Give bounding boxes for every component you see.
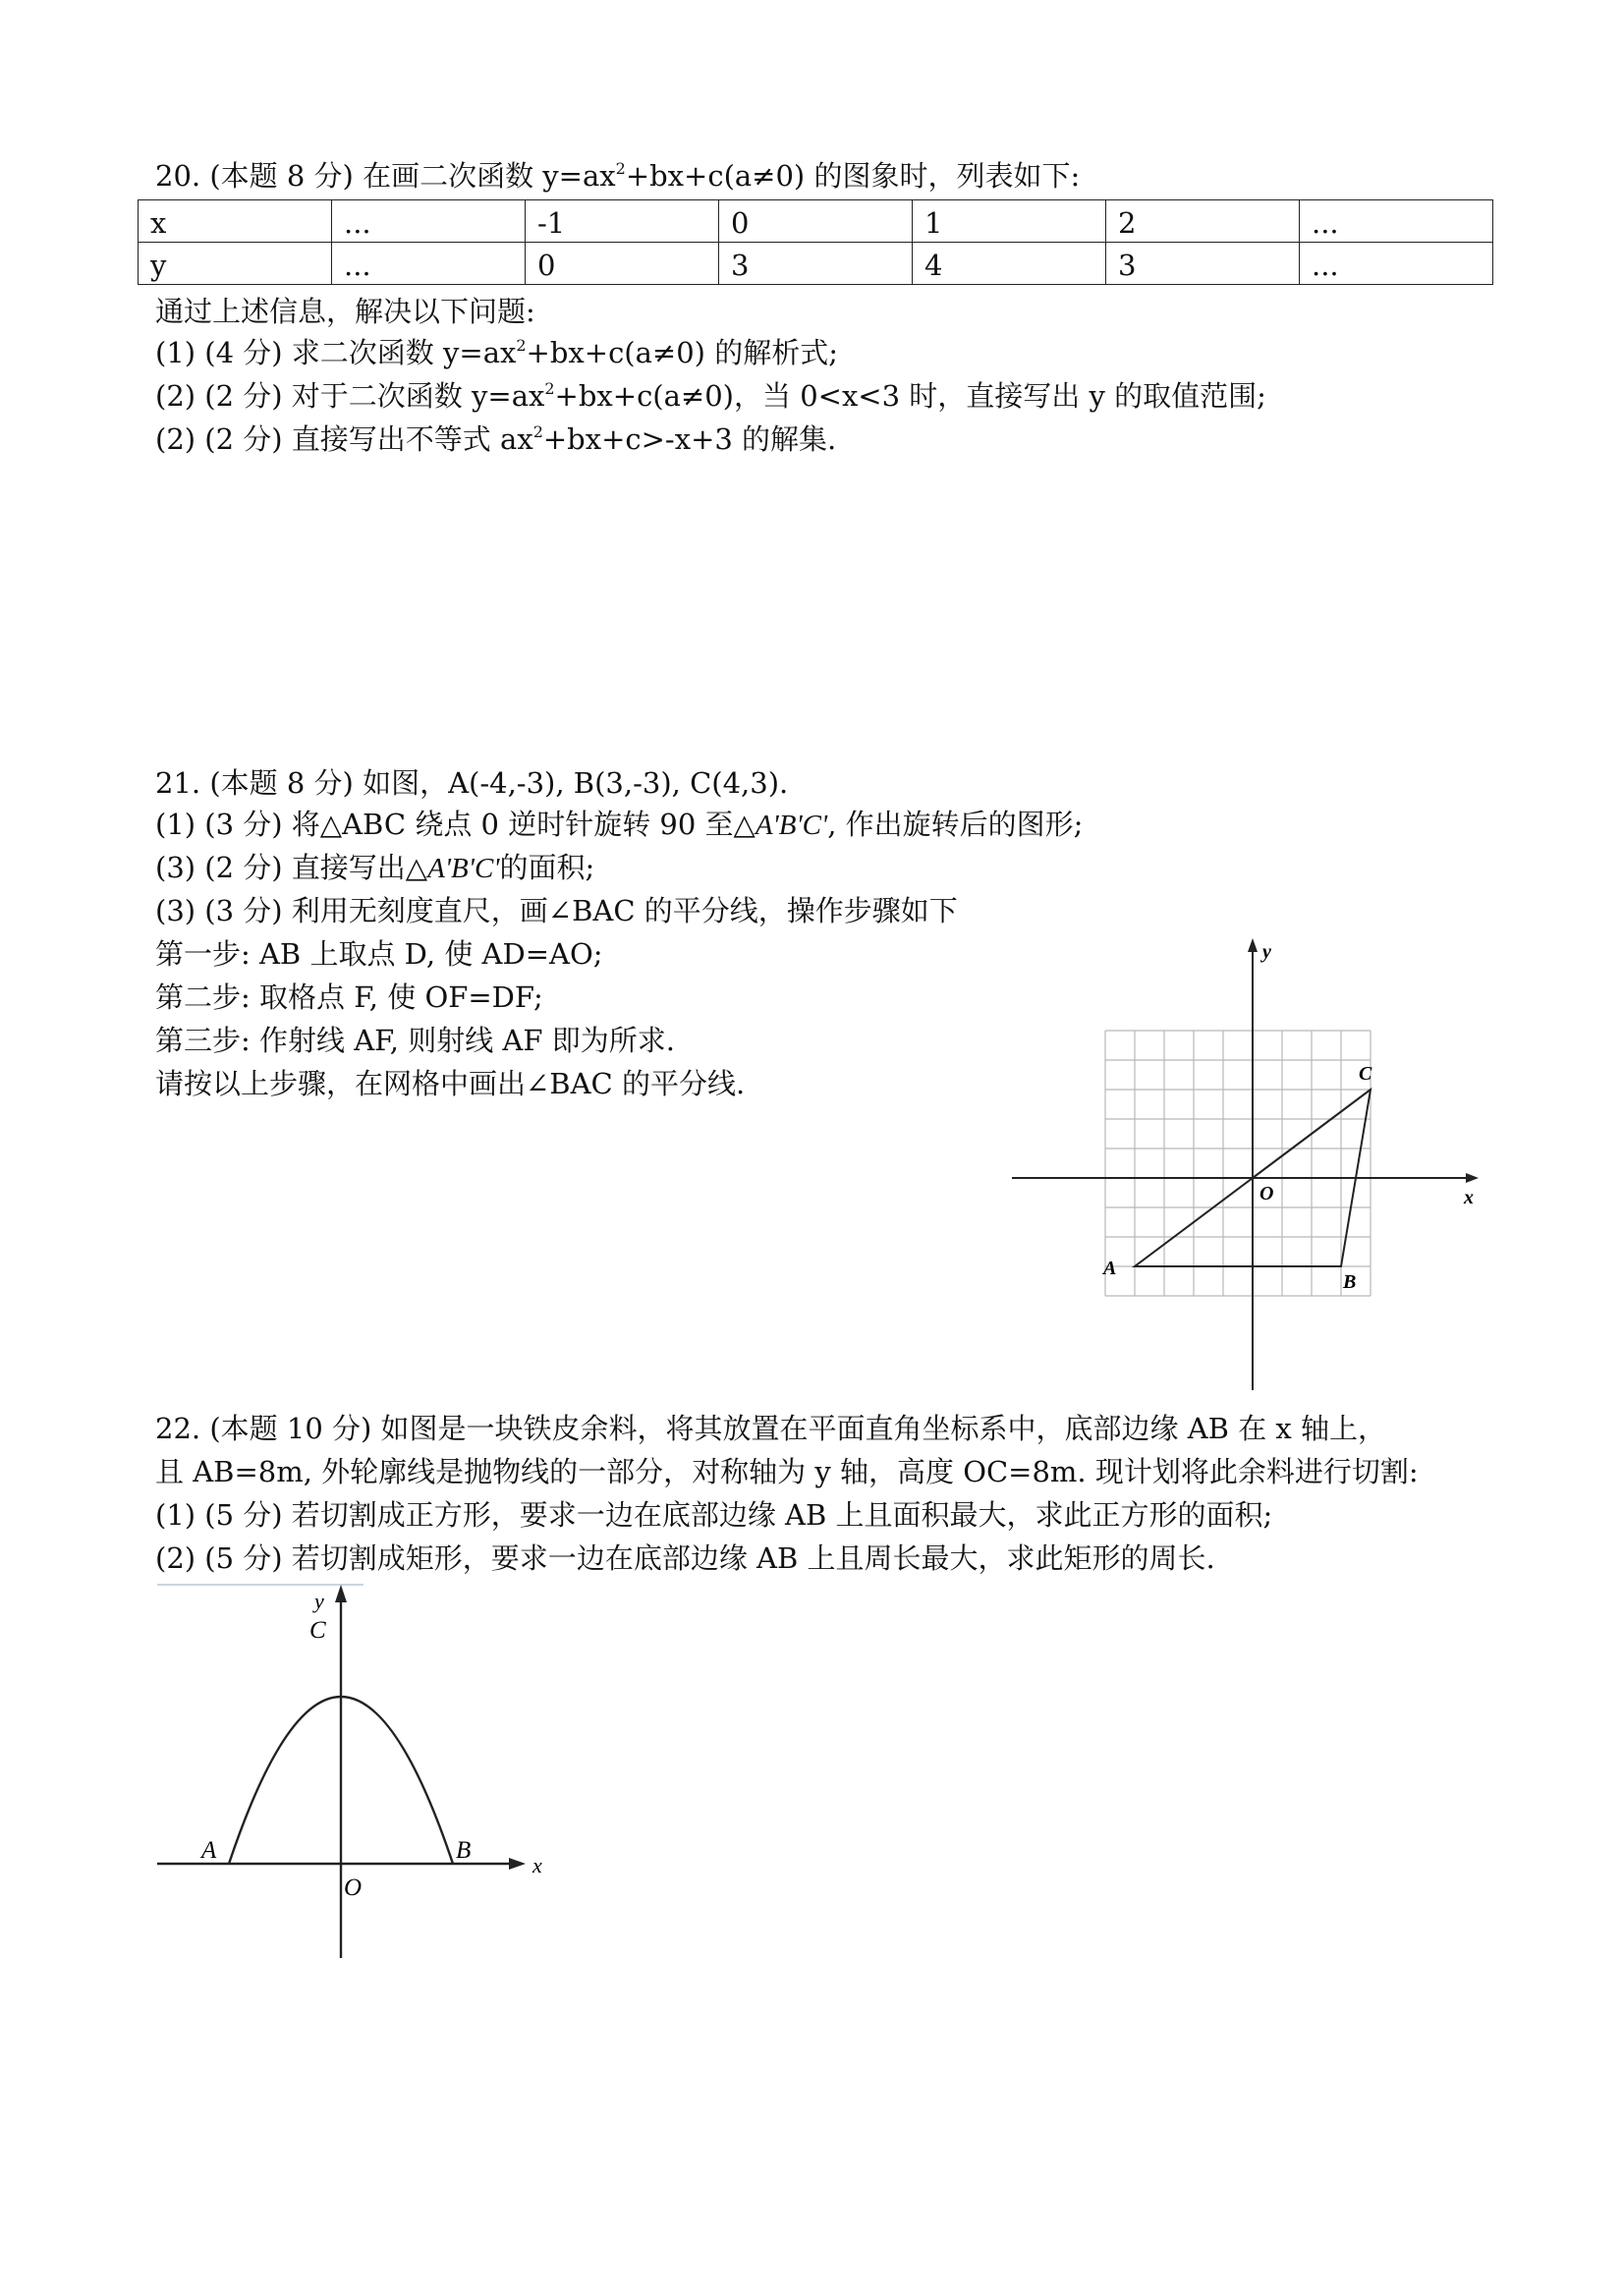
- x-axis-arrow-icon: [509, 1858, 526, 1870]
- parabola-figure: [147, 1577, 580, 1970]
- table-row: [139, 200, 1493, 243]
- point-c-label: C: [1359, 1063, 1372, 1085]
- q21-instruction: 请按以上步骤，在网格中画出∠BAC 的平分线.: [155, 1067, 746, 1100]
- q21-title: 21. (本题 8 分) 如图，A(-4,-3), B(3,-3), C(4,3).: [155, 766, 789, 800]
- table-row: [139, 243, 1493, 285]
- q20-intro: 通过上述信息，解决以下问题:: [155, 295, 535, 328]
- values-table: [138, 199, 1493, 285]
- q22-part2: (2) (5 分) 若切割成矩形，要求一边在底部边缘 AB 上且周长最大，求此矩形的周长.: [155, 1541, 1215, 1575]
- q20-part2: (2) (2 分) 对于二次函数 $y=ax^2+bx+c(a\ne 0)$，当 0<x<3 时，直接写出 y 的取值范围;: [155, 379, 1266, 413]
- y-axis-arrow-icon: [1248, 938, 1258, 952]
- point-a-label: A: [1103, 1258, 1117, 1279]
- q20-part1: (1) (4 分) 求二次函数 $y=ax^2+bx+c(a\ne 0)$ 的解析式;: [155, 336, 838, 369]
- x-axis-label: x: [532, 1853, 542, 1877]
- table-cell: 0: [719, 200, 913, 243]
- y-axis-arrow-icon: [335, 1585, 347, 1602]
- q21-part3: (3) (3 分) 利用无刻度直尺，画∠BAC 的平分线，操作步骤如下: [155, 894, 958, 927]
- q21-part1: (1) (3 分) 将△ABC 绕点 0 逆时针旋转 90 至△A'B'C', 作出旋转后的图形;: [155, 808, 1084, 841]
- table-cell: 1: [913, 200, 1106, 243]
- q20-part3: (2) (2 分) 直接写出不等式 $ax^2+bx+c>-x+3$ 的解集.: [155, 422, 837, 456]
- table-cell: 3: [1106, 243, 1300, 285]
- q22-line1: 22. (本题 10 分) 如图是一块铁皮余料，将其放置在平面直角坐标系中，底部边缘 AB 在 x 轴上，: [155, 1412, 1387, 1445]
- q21-part2: (3) (2 分) 直接写出△A'B'C'的面积;: [155, 851, 595, 884]
- origin-label: O: [344, 1875, 363, 1901]
- table-cell: ...: [332, 243, 526, 285]
- origin-label: O: [1259, 1183, 1274, 1204]
- point-b-label: B: [1343, 1271, 1357, 1293]
- q21-step1: 第一步: AB 上取点 D, 使 AD=AO;: [155, 937, 603, 971]
- q21-step3: 第三步: 作射线 AF, 则射线 AF 即为所求.: [155, 1024, 675, 1057]
- point-c-label: C: [309, 1617, 326, 1644]
- triangle-grid-figure: [1002, 938, 1493, 1400]
- table-cell: x: [139, 200, 332, 243]
- y-axis-label: y: [314, 1589, 324, 1613]
- q22-line2: 且 AB=8m, 外轮廓线是抛物线的一部分，对称轴为 y 轴，高度 OC=8m. 现计划将此余料进行切割:: [155, 1455, 1419, 1488]
- table-cell: -1: [526, 200, 719, 243]
- x-axis-label: x: [1464, 1187, 1474, 1208]
- point-b-label: B: [456, 1837, 472, 1864]
- table-cell: 0: [526, 243, 719, 285]
- x-axis-arrow-icon: [1466, 1173, 1479, 1183]
- q21-step2: 第二步: 取格点 F, 使 OF=DF;: [155, 980, 543, 1014]
- table-cell: ...: [1300, 243, 1493, 285]
- table-cell: 3: [719, 243, 913, 285]
- table-cell: ...: [1300, 200, 1493, 243]
- q22-part1: (1) (5 分) 若切割成正方形，要求一边在底部边缘 AB 上且面积最大，求此正方形的面积;: [155, 1498, 1273, 1532]
- table-cell: y: [139, 243, 332, 285]
- q20-title: 20. (本题 8 分) 在画二次函数 $y=ax^2+bx+c(a\ne 0)$ 的图象时，列表如下:: [155, 159, 1081, 193]
- point-a-label: A: [201, 1837, 217, 1864]
- table-cell: ...: [332, 200, 526, 243]
- table-cell: 4: [913, 243, 1106, 285]
- y-axis-label: y: [1262, 941, 1271, 963]
- table-cell: 2: [1106, 200, 1300, 243]
